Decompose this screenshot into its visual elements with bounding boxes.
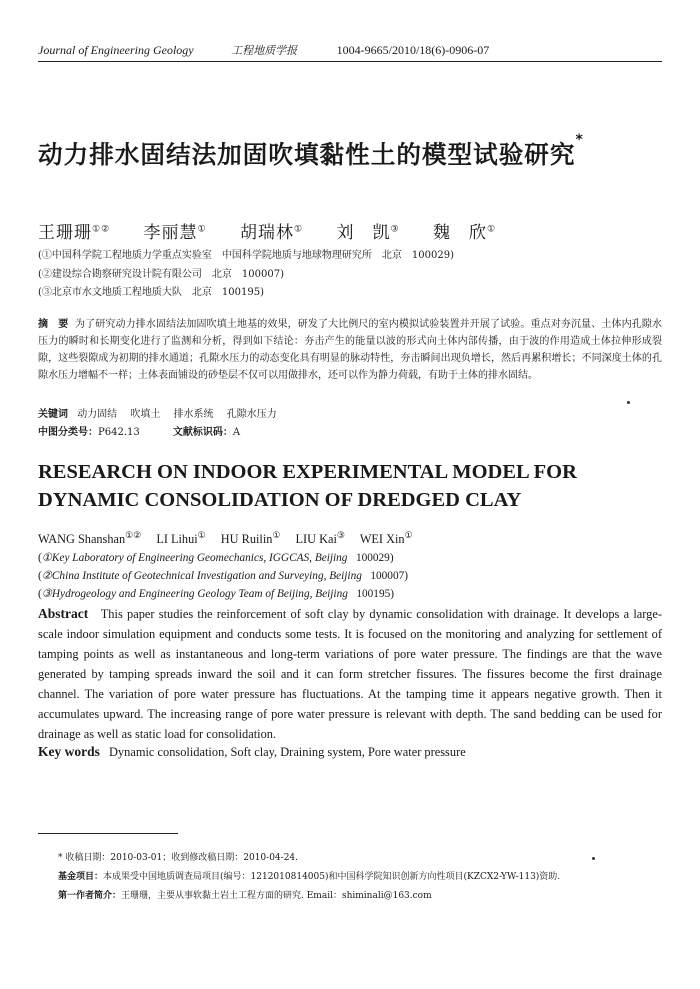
keywords-en: [38, 744, 466, 760]
title-cn: [38, 132, 584, 171]
fund-text: 本成果受中国地质调查局项目(编号：1212010814005)和中国科学院知识创新方向性项目(KZCX2-YW-113)资助.: [103, 872, 561, 882]
keywords-en-label: Key words: [38, 744, 100, 759]
stray-dot: [627, 401, 630, 404]
keyword-cn: 吹填土: [130, 409, 161, 420]
affiliation-cn-1: (①中国科学院工程地质力学重点实验室 中国科学院地质与地球物理研究所 北京 100029): [38, 250, 454, 261]
author-en: LI Lihui①: [156, 530, 206, 547]
running-head: [38, 42, 662, 58]
title-cn-text: 动力排水固结法加固吹填黏性土的模型试验研究: [38, 140, 576, 169]
footnote-fund: [58, 869, 560, 882]
authors-cn: [38, 218, 524, 243]
abstract-en: [38, 604, 662, 744]
issn-info: 1004-9665/2010/18(6)-0906-07: [336, 43, 490, 57]
journal-name-cn: 工程地质学报: [231, 44, 298, 57]
title-en: RESEARCH ON INDOOR EXPERIMENTAL MODEL FOR DYNAMIC CONSOLIDATION OF DREDGED CLAY: [38, 461, 577, 511]
keywords-en-text: Dynamic consolidation, Soft clay, Draining system, Pore water pressure: [108, 745, 466, 759]
keyword-cn: 动力固结: [77, 409, 118, 420]
affiliation-en-2: (②China Institute of Geotechnical Investigation and Surveying, Beijing 100007): [38, 570, 409, 582]
affiliation-en-1: (①Key Laboratory of Engineering Geomechanics, IGGCAS, Beijing 100029): [38, 552, 394, 564]
doc-code-value: A: [232, 427, 241, 438]
affiliation-en-3: (③Hydrogeology and Engineering Geology Team of Beijing, Beijing 100195): [38, 588, 395, 600]
abstract-cn-text: 为了研究动力排水固结法加固吹填土地基的效果，研发了大比例尺的室内模拟试验装置并开展了试验。重点对夯沉量、土体内孔隙水压力的瞬时和长期变化进行了监测和分析，得到如下结论：夯击产生的能量以波的形式向土体内部传播，由于波的作用造成土体拉伸形成裂隙，这些裂隙成为初期的排水通道；孔隙水压力的动态变化具有明显的脉动特性，夯击瞬间出现负增长，然后再累积增长；不同深度土体的孔隙水压力增幅不一样；土体表面铺设的砂垫层不仅可以用做排水，还可以作为静力荷载，有助于土体的排水固结。: [38, 319, 663, 381]
author-bio-label: 第一作者简介：: [58, 891, 122, 901]
author-cn: 魏 欣①: [433, 223, 497, 243]
author-cn: 王珊珊①②: [38, 223, 111, 243]
title-footnote-mark: *: [575, 132, 584, 148]
abstract-cn-label: 摘 要: [38, 319, 69, 330]
affiliation-cn-2: (②建设综合勘察研究设计院有限公司 北京 100007): [38, 269, 284, 280]
classification-value: P642.13: [98, 427, 140, 438]
author-bio-text: 王珊珊，主要从事软黏土岩土工程方面的研究. Email：shiminali@163.com: [121, 891, 432, 901]
abstract-cn: [38, 316, 662, 384]
footnote-received: * 收稿日期：2010-03-01；收到修改稿日期：2010-04-24.: [58, 853, 299, 863]
author-en: HU Ruilin①: [220, 530, 281, 547]
authors-en: [38, 530, 425, 547]
author-en: WEI Xin①: [359, 530, 413, 547]
journal-name-en: Journal of Engineering Geology: [38, 43, 194, 57]
author-en: WANG Shanshan①②: [38, 530, 142, 547]
author-cn: 刘 凯③: [336, 223, 400, 243]
keywords-cn-label: 关键词: [38, 409, 68, 420]
abstract-en-label: Abstract: [38, 606, 89, 621]
affiliation-cn-3: (③北京市水文地质工程地质大队 北京 100195): [38, 287, 264, 298]
footnote-author: [58, 888, 432, 901]
keyword-cn: 孔隙水压力: [226, 409, 277, 420]
footnote-rule: [38, 833, 178, 834]
fund-label: 基金项目：: [58, 872, 104, 882]
keywords-cn: [38, 405, 287, 420]
classification-line: [38, 423, 240, 438]
doc-code-label: 文献标识码：: [172, 427, 233, 438]
abstract-en-text: This paper studies the reinforcement of soft clay by dynamic consolidation with drainage. It develops a large-scale indoor simulation equipment and conducts some tests. It is focused on the monitoring and analyzing for settlement of tamping points as well as instantaneous and long-term variations of pore water pressure. The findings are that the wave generated by tamping spreads inward the soil and it can form stretcher fissures. The fissures become the first drainage channel. The variation of pore water pressure has fluctuations. At the tamping time it appears negative growth. Then it accumulates upward. The increasing range of pore water pressure is relevant with depth. The sand bedding can be used for drainage as well as static load for consolidation.: [38, 607, 662, 741]
classification-label: 中图分类号：: [38, 427, 98, 438]
author-cn: 胡瑞林①: [240, 223, 304, 243]
header-rule: [38, 61, 662, 62]
stray-dot: [592, 857, 595, 860]
author-en: LIU Kai③: [295, 530, 345, 547]
author-cn: 李丽慧①: [143, 223, 207, 243]
keyword-cn: 排水系统: [173, 409, 214, 420]
